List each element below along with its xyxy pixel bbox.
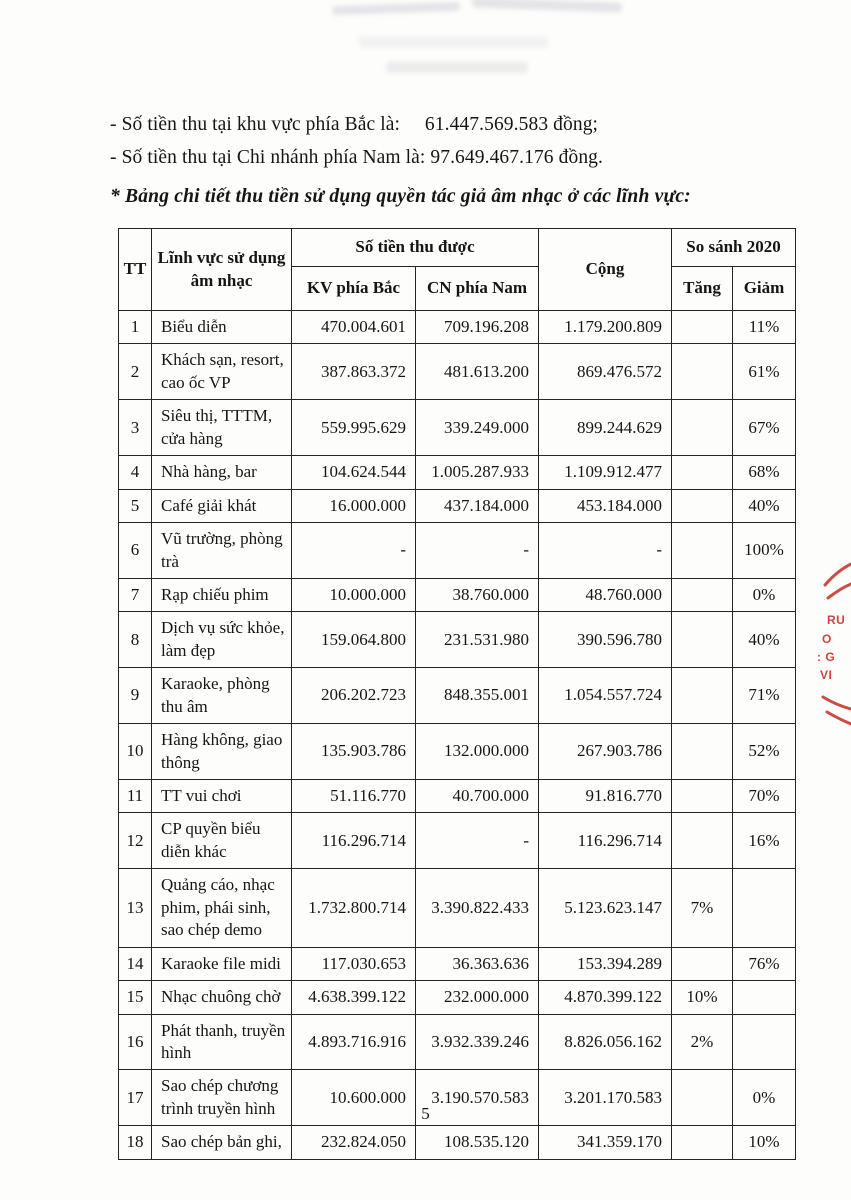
cell-north-amount: 206.202.723 [292, 668, 416, 724]
cell-increase-pct [672, 344, 733, 400]
cell-decrease-pct: 11% [733, 311, 796, 344]
table-row [119, 523, 796, 579]
cell-south-amount: 36.363.636 [416, 947, 539, 980]
cell-decrease-pct: 67% [733, 400, 796, 456]
cell-north-amount: - [292, 523, 416, 579]
cell-total-amount: 116.296.714 [539, 813, 672, 869]
cell-south-amount: 38.760.000 [416, 578, 539, 611]
north-region-total-line: - Số tiền thu tại khu vực phía Bắc là: 61.447.569.583 đồng; [110, 114, 599, 135]
header-north: KV phía Bắc [292, 267, 416, 311]
cell-row-number: 1 [119, 311, 152, 344]
cell-north-amount: 232.824.050 [292, 1126, 416, 1159]
cell-decrease-pct: 76% [733, 947, 796, 980]
cell-field-label: Quảng cáo, nhạc phim, phái sinh, sao chép demo [152, 869, 292, 947]
header-south: CN phía Nam [416, 267, 539, 311]
cell-south-amount: - [416, 813, 539, 869]
cell-north-amount: 117.030.653 [292, 947, 416, 980]
cell-total-amount: 1.179.200.809 [539, 311, 672, 344]
cell-increase-pct [672, 724, 733, 780]
cell-field-label: Vũ trường, phòng trà [152, 523, 292, 579]
cell-decrease-pct: 40% [733, 489, 796, 522]
cell-south-amount: - [416, 523, 539, 579]
cell-increase-pct [672, 947, 733, 980]
cell-south-amount: 108.535.120 [416, 1126, 539, 1159]
cell-north-amount: 1.732.800.714 [292, 869, 416, 947]
red-stamp-partial [813, 558, 851, 738]
cell-north-amount: 387.863.372 [292, 344, 416, 400]
cell-increase-pct [672, 456, 733, 489]
table-row [119, 668, 796, 724]
cell-decrease-pct: 68% [733, 456, 796, 489]
cell-increase-pct [672, 311, 733, 344]
stamp-text-fragment: O [822, 632, 832, 646]
header-compare-group: So sánh 2020 [672, 229, 796, 267]
south-branch-total-line: - Số tiền thu tại Chi nhánh phía Nam là: 97.649.467.176 đồng. [110, 147, 604, 168]
cell-south-amount: 3.932.339.246 [416, 1014, 539, 1070]
cell-north-amount: 4.893.716.916 [292, 1014, 416, 1070]
table-row [119, 869, 796, 947]
cell-total-amount: 899.244.629 [539, 400, 672, 456]
cell-row-number: 5 [119, 489, 152, 522]
cell-north-amount: 10.600.000 [292, 1070, 416, 1126]
table-row [119, 456, 796, 489]
cell-south-amount: 1.005.287.933 [416, 456, 539, 489]
cell-total-amount: 390.596.780 [539, 612, 672, 668]
cell-north-amount: 135.903.786 [292, 724, 416, 780]
cell-total-amount: 5.123.623.147 [539, 869, 672, 947]
cell-south-amount: 481.613.200 [416, 344, 539, 400]
cell-decrease-pct [733, 1014, 796, 1070]
cell-decrease-pct: 70% [733, 780, 796, 813]
cell-south-amount: 339.249.000 [416, 400, 539, 456]
table-row [119, 1126, 796, 1159]
cell-field-label: Dịch vụ sức khỏe, làm đẹp [152, 612, 292, 668]
cell-field-label: Sao chép chương trình truyền hình [152, 1070, 292, 1126]
cell-row-number: 4 [119, 456, 152, 489]
cell-total-amount: 869.476.572 [539, 344, 672, 400]
stamp-text-fragment: VI [820, 668, 833, 682]
bleedthrough-artifact [472, 0, 622, 13]
cell-row-number: 14 [119, 947, 152, 980]
cell-increase-pct [672, 400, 733, 456]
cell-north-amount: 16.000.000 [292, 489, 416, 522]
cell-increase-pct [672, 1126, 733, 1159]
cell-row-number: 12 [119, 813, 152, 869]
cell-south-amount: 232.000.000 [416, 981, 539, 1014]
cell-total-amount: 1.109.912.477 [539, 456, 672, 489]
cell-increase-pct: 7% [672, 869, 733, 947]
cell-total-amount: 453.184.000 [539, 489, 672, 522]
cell-row-number: 7 [119, 578, 152, 611]
cell-south-amount: 3.390.822.433 [416, 869, 539, 947]
bleedthrough-artifact [386, 62, 528, 73]
cell-field-label: Karaoke, phòng thu âm [152, 668, 292, 724]
cell-row-number: 13 [119, 869, 152, 947]
cell-increase-pct [672, 668, 733, 724]
cell-total-amount: 153.394.289 [539, 947, 672, 980]
cell-field-label: Nhà hàng, bar [152, 456, 292, 489]
cell-field-label: TT vui chơi [152, 780, 292, 813]
cell-south-amount: 231.531.980 [416, 612, 539, 668]
cell-row-number: 2 [119, 344, 152, 400]
cell-row-number: 8 [119, 612, 152, 668]
cell-decrease-pct [733, 981, 796, 1014]
stamp-text-fragment: : G [817, 650, 836, 664]
cell-decrease-pct: 10% [733, 1126, 796, 1159]
cell-south-amount: 709.196.208 [416, 311, 539, 344]
table-row [119, 344, 796, 400]
cell-field-label: Rạp chiếu phim [152, 578, 292, 611]
cell-row-number: 10 [119, 724, 152, 780]
cell-increase-pct [672, 813, 733, 869]
cell-field-label: Biểu diễn [152, 311, 292, 344]
cell-field-label: Sao chép bản ghi, [152, 1126, 292, 1159]
cell-north-amount: 51.116.770 [292, 780, 416, 813]
cell-north-amount: 116.296.714 [292, 813, 416, 869]
cell-south-amount: 40.700.000 [416, 780, 539, 813]
cell-decrease-pct: 71% [733, 668, 796, 724]
cell-row-number: 6 [119, 523, 152, 579]
table-row [119, 311, 796, 344]
cell-field-label: Hàng không, giao thông [152, 724, 292, 780]
table-row [119, 489, 796, 522]
table-row [119, 578, 796, 611]
header-total: Cộng [539, 229, 672, 311]
cell-north-amount: 470.004.601 [292, 311, 416, 344]
cell-field-label: Café giải khát [152, 489, 292, 522]
cell-total-amount: 267.903.786 [539, 724, 672, 780]
cell-increase-pct [672, 780, 733, 813]
cell-north-amount: 559.995.629 [292, 400, 416, 456]
header-tt: TT [119, 229, 152, 311]
cell-south-amount: 437.184.000 [416, 489, 539, 522]
revenue-table [118, 228, 796, 1160]
stamp-text-fragment: RU [827, 613, 846, 627]
cell-total-amount: - [539, 523, 672, 579]
cell-north-amount: 4.638.399.122 [292, 981, 416, 1014]
table-row [119, 724, 796, 780]
cell-field-label: CP quyền biểu diễn khác [152, 813, 292, 869]
cell-increase-pct: 2% [672, 1014, 733, 1070]
cell-decrease-pct: 0% [733, 1070, 796, 1126]
cell-decrease-pct [733, 869, 796, 947]
cell-increase-pct [672, 578, 733, 611]
cell-field-label: Phát thanh, truyền hình [152, 1014, 292, 1070]
cell-total-amount: 48.760.000 [539, 578, 672, 611]
cell-increase-pct [672, 489, 733, 522]
cell-decrease-pct: 16% [733, 813, 796, 869]
table-row [119, 1014, 796, 1070]
cell-decrease-pct: 61% [733, 344, 796, 400]
cell-field-label: Siêu thị, TTTM, cửa hàng [152, 400, 292, 456]
cell-total-amount: 1.054.557.724 [539, 668, 672, 724]
table-row [119, 947, 796, 980]
stamp-arc-bottom-outer [823, 697, 851, 709]
header-up: Tăng [672, 267, 733, 311]
stamp-arc-bottom-inner [827, 712, 851, 724]
bleedthrough-artifact [332, 2, 460, 15]
table-row [119, 780, 796, 813]
table-body [119, 311, 796, 1160]
cell-row-number: 17 [119, 1070, 152, 1126]
cell-south-amount: 848.355.001 [416, 668, 539, 724]
stamp-arcs [813, 558, 851, 738]
cell-field-label: Nhạc chuông chờ [152, 981, 292, 1014]
cell-field-label: Khách sạn, resort, cao ốc VP [152, 344, 292, 400]
cell-south-amount: 132.000.000 [416, 724, 539, 780]
cell-total-amount: 91.816.770 [539, 780, 672, 813]
cell-row-number: 16 [119, 1014, 152, 1070]
stamp-arc-top-inner [828, 584, 851, 598]
cell-south-amount: 3.190.570.583 [416, 1070, 539, 1126]
stamp-arc-top-outer [825, 564, 851, 585]
cell-increase-pct [672, 523, 733, 579]
cell-decrease-pct: 40% [733, 612, 796, 668]
cell-total-amount: 4.870.399.122 [539, 981, 672, 1014]
cell-total-amount: 3.201.170.583 [539, 1070, 672, 1126]
table-row [119, 981, 796, 1014]
cell-row-number: 9 [119, 668, 152, 724]
header-amount-group: Số tiền thu được [292, 229, 539, 267]
cell-increase-pct [672, 612, 733, 668]
table-row [119, 612, 796, 668]
table-heading: * Bảng chi tiết thu tiền sử dụng quyền tác giả âm nhạc ở các lĩnh vực: [110, 186, 691, 207]
cell-row-number: 3 [119, 400, 152, 456]
table-row [119, 400, 796, 456]
cell-row-number: 15 [119, 981, 152, 1014]
cell-field-label: Karaoke file midi [152, 947, 292, 980]
cell-decrease-pct: 100% [733, 523, 796, 579]
bleedthrough-artifact [358, 36, 548, 48]
table-row [119, 813, 796, 869]
cell-total-amount: 341.359.170 [539, 1126, 672, 1159]
cell-decrease-pct: 52% [733, 724, 796, 780]
cell-increase-pct: 10% [672, 981, 733, 1014]
cell-north-amount: 10.000.000 [292, 578, 416, 611]
cell-north-amount: 104.624.544 [292, 456, 416, 489]
header-field: Lĩnh vực sử dụng âm nhạc [152, 229, 292, 311]
cell-decrease-pct: 0% [733, 578, 796, 611]
cell-row-number: 11 [119, 780, 152, 813]
page-number: 5 [421, 1104, 430, 1123]
cell-total-amount: 8.826.056.162 [539, 1014, 672, 1070]
cell-north-amount: 159.064.800 [292, 612, 416, 668]
header-down: Giảm [733, 267, 796, 311]
cell-row-number: 18 [119, 1126, 152, 1159]
